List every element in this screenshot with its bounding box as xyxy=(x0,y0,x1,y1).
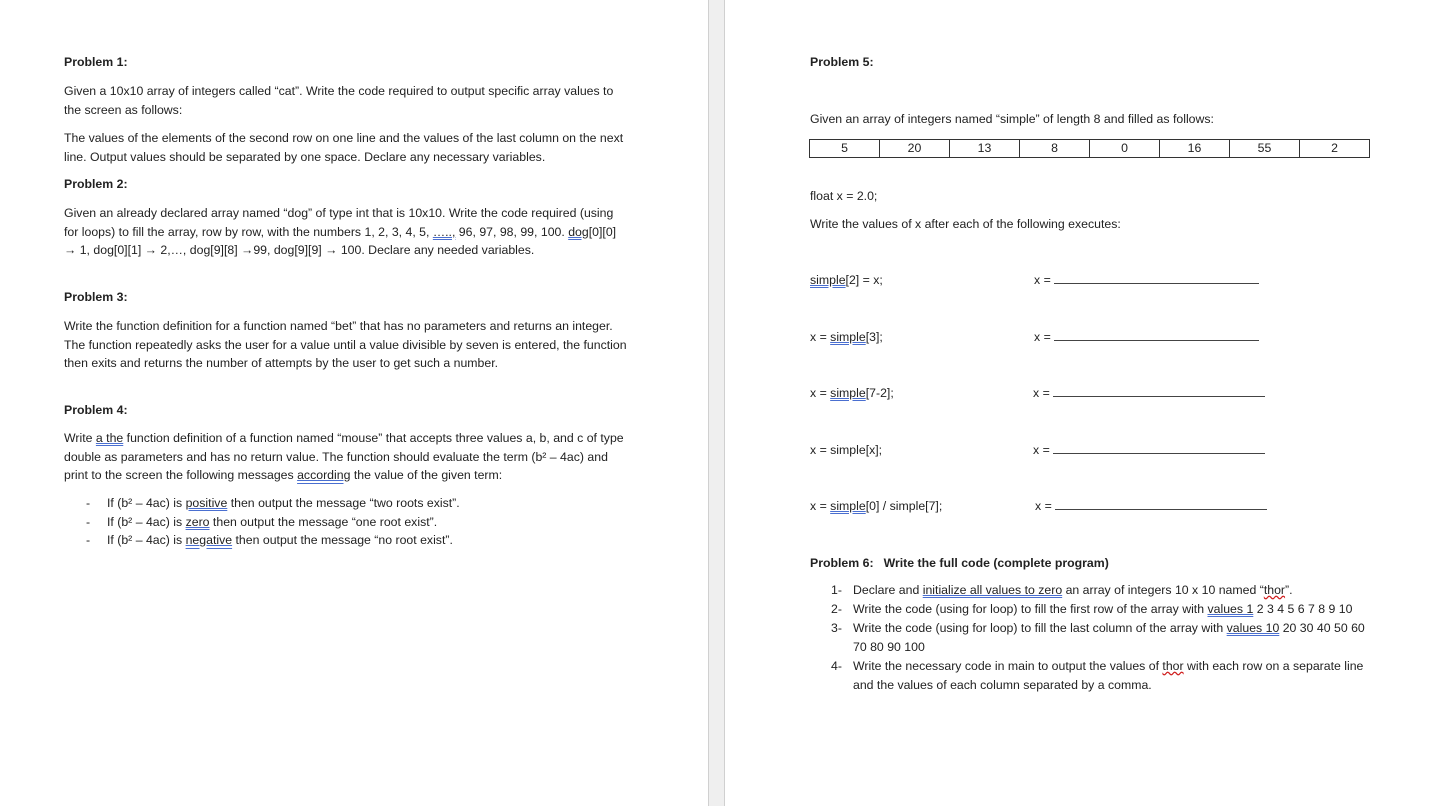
answer-blank[interactable] xyxy=(1053,384,1265,397)
step-misspelled-word: thor xyxy=(1263,583,1286,597)
statement-3 xyxy=(810,384,894,403)
problem-6-heading-label: Problem 6: xyxy=(810,556,874,570)
answer-blank[interactable] xyxy=(1054,271,1259,284)
statement-simple-word: simple xyxy=(830,499,866,513)
problem-1-paragraph-2: The values of the elements of the second row on one line and the values of the last column on the next line. Output values should be separated by one space. Declare any necessary variables. xyxy=(64,131,624,164)
problem-4-text-c: the value of the given term: xyxy=(350,468,503,483)
bullet-text: then output the message “one root exist”. xyxy=(209,514,438,529)
problem-6-heading xyxy=(810,554,1109,573)
statement-text: x = xyxy=(810,499,831,513)
step-text: Write the code (using for loop) to fill the first row of the array with xyxy=(853,602,1208,616)
page-gutter xyxy=(708,0,725,806)
problem-4-according: according xyxy=(297,468,351,483)
problem-4-a-the: a the xyxy=(95,431,124,445)
problem-2-text-a: Given an already declared array named “dog” of type int that is 10x10. Write the code required (using for loops) to fill the array, row by row, with the numbers 1, 2, 3, 4, 5, xyxy=(64,206,614,239)
problem-2-heading: Problem 2: xyxy=(64,177,128,191)
problem-3-heading: Problem 3: xyxy=(64,290,128,304)
problem-2-text-b: 96, 97, 98, 99, 100. xyxy=(455,224,569,239)
list-item xyxy=(831,619,1376,657)
bullet-keyword: positive xyxy=(185,496,228,510)
problem-6-subheading: Write the full code (complete program) xyxy=(883,556,1109,570)
problem-1-paragraph-1: Given a 10x10 array of integers called “cat”. Write the code required to output specific array values to the screen as follows: xyxy=(64,84,614,117)
simple-array-table xyxy=(809,139,1370,158)
bullet-dash: - xyxy=(86,496,91,510)
bullet-text: If (b² – 4ac) is xyxy=(107,496,186,510)
list-item xyxy=(86,494,460,513)
answer-line-3 xyxy=(1033,384,1265,403)
answer-label: x = xyxy=(1035,499,1052,513)
bullet-dash: - xyxy=(86,533,91,548)
statement-simple-word: simple xyxy=(810,273,846,287)
statement-text: x = xyxy=(810,330,831,344)
bullet-text: then output the message “two roots exist”. xyxy=(227,496,460,510)
statement-4 xyxy=(810,441,882,460)
answer-label: x = xyxy=(1033,386,1050,400)
array-cell: 13 xyxy=(950,140,1020,158)
bullet-keyword: negative xyxy=(185,533,233,548)
problem-5-intro: Given an array of integers named “simple” of length 8 and filled as follows: xyxy=(810,112,1214,126)
step-text: Write the necessary code in main to output the values of xyxy=(853,659,1163,673)
bullet-text: If (b² – 4ac) is xyxy=(107,514,186,529)
problem-6-steps xyxy=(831,581,1376,695)
step-underlined-text: initialize all values to zero xyxy=(922,583,1063,597)
statement-simple-word: simple xyxy=(830,386,866,400)
problem-2-dots: ….., xyxy=(432,224,456,239)
answer-label: x = xyxy=(1034,330,1051,344)
array-cell: 55 xyxy=(1230,140,1300,158)
step-number: 1- xyxy=(831,583,842,597)
answer-line-2 xyxy=(1034,328,1259,347)
step-underlined-text: values 1 xyxy=(1207,602,1254,616)
bullet-text: If (b² – 4ac) is xyxy=(107,533,186,548)
bullet-keyword: zero xyxy=(185,514,210,529)
array-cell: 16 xyxy=(1160,140,1230,158)
statement-1 xyxy=(810,271,883,290)
statement-simple-word: simple xyxy=(830,330,866,344)
problem-2-paragraph xyxy=(64,204,629,260)
answer-line-5 xyxy=(1035,497,1267,516)
answer-label: x = xyxy=(1033,443,1050,457)
problem-5-instruction: Write the values of x after each of the following executes: xyxy=(810,217,1121,231)
statement-text: [3]; xyxy=(865,330,883,344)
step-text: with each row on a separate line and the values of each column separated by a comma. xyxy=(853,659,1364,692)
problem-2-text-c: [0][0] → 1, dog[0][1] → 2,…, dog[9][8] →99, dog[9][9] → 100. Declare any needed variables. xyxy=(64,224,617,258)
array-cell: 8 xyxy=(1020,140,1090,158)
list-item xyxy=(86,513,460,532)
step-misspelled-word: thor xyxy=(1162,659,1184,673)
problem-5-heading: Problem 5: xyxy=(810,55,874,69)
array-cell: 0 xyxy=(1090,140,1160,158)
problem-4-text-a: Write xyxy=(64,431,96,445)
problem-4-bullet-list xyxy=(86,494,460,550)
problem-4-heading: Problem 4: xyxy=(64,403,128,417)
array-cell: 2 xyxy=(1300,140,1370,158)
list-item xyxy=(831,600,1376,619)
answer-blank[interactable] xyxy=(1055,497,1267,510)
step-text: 20 30 40 50 60 70 80 90 100 xyxy=(853,621,1365,654)
answer-blank[interactable] xyxy=(1054,328,1259,341)
answer-label: x = xyxy=(1034,273,1051,287)
step-text: Write the code (using for loop) to fill the last column of the array with xyxy=(853,621,1227,635)
list-item xyxy=(831,581,1376,600)
array-cell: 20 xyxy=(880,140,950,158)
problem-4-paragraph xyxy=(64,429,626,485)
problem-1-heading: Problem 1: xyxy=(64,55,128,69)
statement-text: [0] / simple[7]; xyxy=(865,499,943,513)
statement-5 xyxy=(810,497,942,516)
answer-blank[interactable] xyxy=(1053,441,1265,454)
bullet-text: then output the message “no root exist”. xyxy=(232,533,453,548)
step-number: 2- xyxy=(831,602,842,616)
step-underlined-text: values 10 xyxy=(1226,621,1280,635)
step-number: 3- xyxy=(831,621,842,635)
float-declaration: float x = 2.0; xyxy=(810,189,878,203)
problem-3-paragraph: Write the function definition for a function named “bet” that has no parameters and returns an integer. The function repeatedly asks the user for a value until a value divisible by seven is entered, the function then exits and returns the number of attempts by the user to get such a number. xyxy=(64,319,627,371)
step-text: Declare and xyxy=(853,583,923,597)
statement-text: [2] = x; xyxy=(845,273,883,287)
answer-line-1 xyxy=(1034,271,1259,290)
step-text: an array of integers 10 x 10 named “ xyxy=(1062,583,1264,597)
step-text: ”. xyxy=(1285,583,1293,597)
step-number: 4- xyxy=(831,659,842,673)
statement-text: x = simple[x]; xyxy=(810,443,883,457)
array-cell: 5 xyxy=(810,140,880,158)
problem-2-dog-word: dog xyxy=(568,224,589,239)
bullet-dash: - xyxy=(86,514,91,529)
statement-text: x = xyxy=(810,386,831,400)
answer-line-4 xyxy=(1033,441,1265,460)
statement-2 xyxy=(810,328,883,347)
step-text: 2 3 4 5 6 7 8 9 10 xyxy=(1253,602,1353,616)
problem-4-text-b: function definition of a function named “mouse” that accepts three values a, b, and c of type double as parameters and has no return value. The function should evaluate the term (b² – 4ac) and print to the screen the following messages xyxy=(64,431,624,483)
statement-text: [7-2]; xyxy=(865,386,894,400)
list-item xyxy=(831,657,1376,695)
table-row xyxy=(810,140,1370,158)
list-item xyxy=(86,531,460,550)
